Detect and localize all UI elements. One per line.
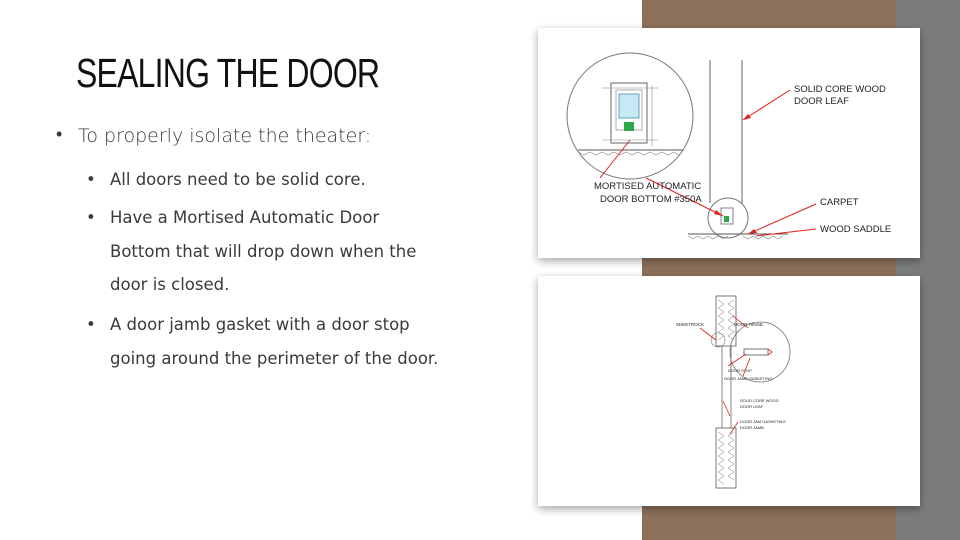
sub-bullet-text: A door jamb gasket with a door stop going around the perimeter of the door. (110, 315, 439, 368)
bullet-marker: • (86, 208, 96, 227)
label-carpet: CARPET (820, 197, 859, 208)
label-door-leaf-2: DOOR LEAF (740, 404, 764, 409)
label-mortised-1: MORTISED AUTOMATIC (594, 181, 702, 192)
label-door-jamb: DOOR JAMB (740, 425, 764, 430)
label-door-hinge: DOOR HINGE (734, 322, 764, 327)
sub-bullet-2 (86, 201, 440, 302)
bullet-main (56, 124, 372, 147)
label-door-leaf-1: SOLID CORE WOOD (740, 398, 779, 403)
label-sheetrock: SHEETROCK (676, 322, 705, 327)
label-door-leaf-1: SOLID CORE WOOD (794, 84, 886, 95)
sub-bullet-3 (86, 308, 450, 375)
leader-arrowheads (714, 114, 757, 234)
sub-bullet-text: Have a Mortised Automatic Door Bottom that will drop down when the door is closed. (110, 208, 417, 294)
door-jamb-drawing (538, 276, 920, 506)
label-door-stop: DOOR STOP (728, 368, 752, 373)
label-wood-saddle: WOOD SADDLE (820, 224, 892, 235)
wall-section-bottom (716, 428, 736, 488)
sub-bullet-1 (86, 163, 470, 197)
bullet-main-text: To properly isolate the theater: (78, 125, 372, 147)
jamb-leader-lines (700, 316, 750, 434)
door-jamb-diagram (538, 276, 920, 506)
bullet-marker: • (86, 170, 96, 189)
door-bottom-drawing (538, 28, 920, 258)
detail-seal (624, 122, 634, 131)
carpet-hatch (743, 236, 783, 239)
bullet-marker: • (56, 124, 63, 145)
slide-title: SEALING THE DOOR (76, 50, 380, 96)
bullet-marker: • (86, 315, 96, 334)
jamb-detail-circle (730, 322, 790, 382)
label-jamb-gasket-2: DOOR JAM GASKETING (740, 419, 786, 424)
sub-bullet-text: All doors need to be solid core. (110, 170, 366, 189)
door-bottom-diagram (538, 28, 920, 258)
label-door-leaf-2: DOOR LEAF (794, 96, 849, 107)
label-mortised-2: DOOR BOTTOM #350A (600, 194, 702, 205)
detail-mechanism (619, 94, 639, 118)
label-jamb-gasket: DOOR JAMB GASKETING (724, 376, 773, 381)
